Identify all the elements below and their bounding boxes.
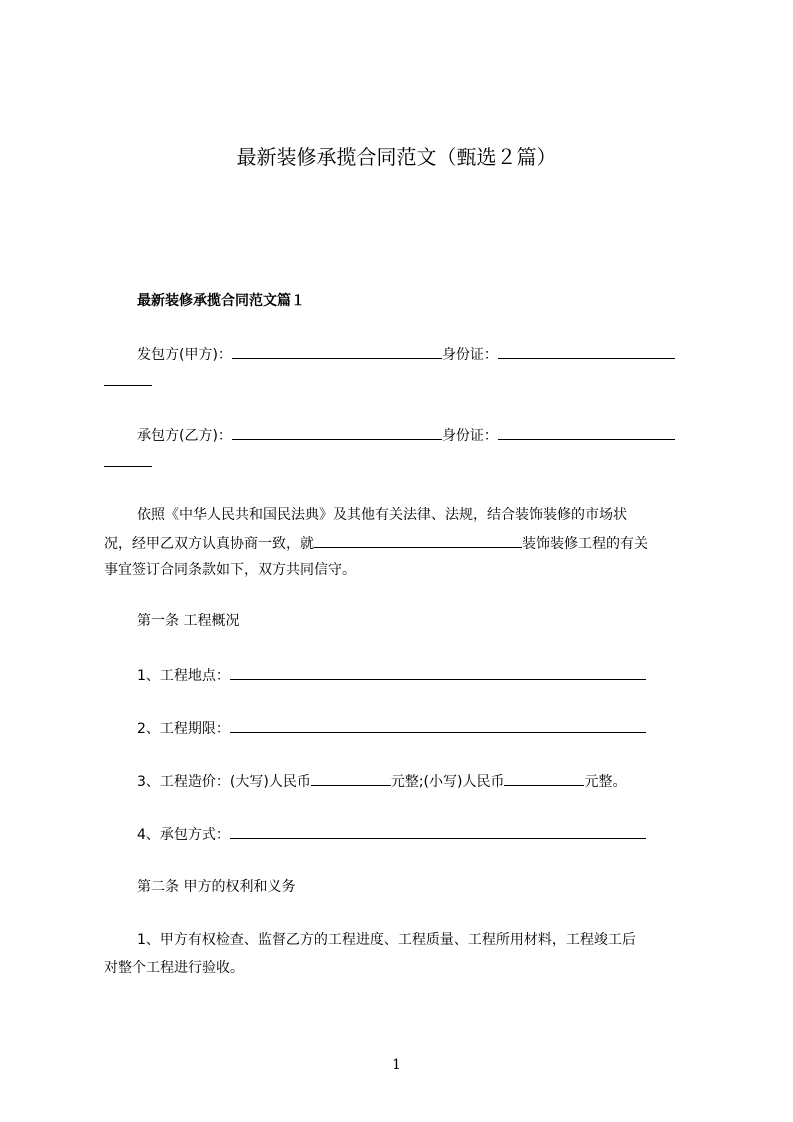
article-1-item-4 <box>137 824 646 845</box>
preamble-line-3: 事宜签订合同条款如下，双方共同信守。 <box>104 562 356 578</box>
preamble-line-2 <box>104 533 648 554</box>
party-b-id-blank-continued <box>104 452 152 467</box>
party-b-id-label: 身份证： <box>441 428 498 444</box>
preamble-line-2-suffix: 装饰装修工程的有关 <box>522 536 648 552</box>
party-a-id-label: 身份证： <box>441 347 498 363</box>
project-name-blank <box>314 533 522 548</box>
party-b-label: 承包方(乙方)： <box>137 428 232 444</box>
party-b-id-blank <box>498 425 675 440</box>
party-a-row-continuation <box>104 371 152 392</box>
cost-uppercase-blank <box>311 771 391 786</box>
party-b-name-blank <box>232 425 442 440</box>
contract-method-label: 4、承包方式： <box>137 827 230 843</box>
article-2-heading: 第二条 甲方的权利和义务 <box>137 879 296 895</box>
party-b-row-continuation <box>104 452 152 473</box>
project-cost-mid: 元整;(小写)人民币 <box>390 774 505 790</box>
party-b-row <box>137 425 675 446</box>
preamble-line-1: 依照《中华人民共和国民法典》及其他有关法律、法规，结合装饰装修的市场状 <box>137 507 627 523</box>
project-duration-blank <box>230 718 646 733</box>
party-a-label: 发包方(甲方)： <box>137 347 232 363</box>
project-location-label: 1、工程地点： <box>137 668 230 684</box>
party-a-id-blank-continued <box>104 371 152 386</box>
preamble-line-2-prefix: 况，经甲乙双方认真协商一致，就 <box>104 536 314 552</box>
article-2-item-1-line-2: 对整个工程进行验收。 <box>104 960 244 976</box>
article-1-heading: 第一条 工程概况 <box>137 613 240 629</box>
project-location-blank <box>230 665 646 680</box>
party-a-name-blank <box>232 344 442 359</box>
article-1-item-2 <box>137 718 646 739</box>
page-number: 1 <box>392 1057 401 1073</box>
article-2-item-1-line-1: 1、甲方有权检查、监督乙方的工程进度、工程质量、工程所用材料，工程竣工后 <box>137 932 636 948</box>
party-a-id-blank <box>498 344 675 359</box>
project-cost-label: 3、工程造价：(大写)人民币 <box>137 774 311 790</box>
cost-numeric-blank <box>504 771 584 786</box>
article-1-item-3 <box>137 771 626 792</box>
project-duration-label: 2、工程期限： <box>137 721 230 737</box>
project-cost-suffix: 元整。 <box>584 774 627 790</box>
section-heading: 最新装修承揽合同范文篇１ <box>137 293 305 309</box>
party-a-row <box>137 344 675 365</box>
article-1-item-1 <box>137 665 646 686</box>
document-title: 最新装修承揽合同范文（甄选２篇） <box>236 145 557 169</box>
contract-method-blank <box>230 824 646 839</box>
